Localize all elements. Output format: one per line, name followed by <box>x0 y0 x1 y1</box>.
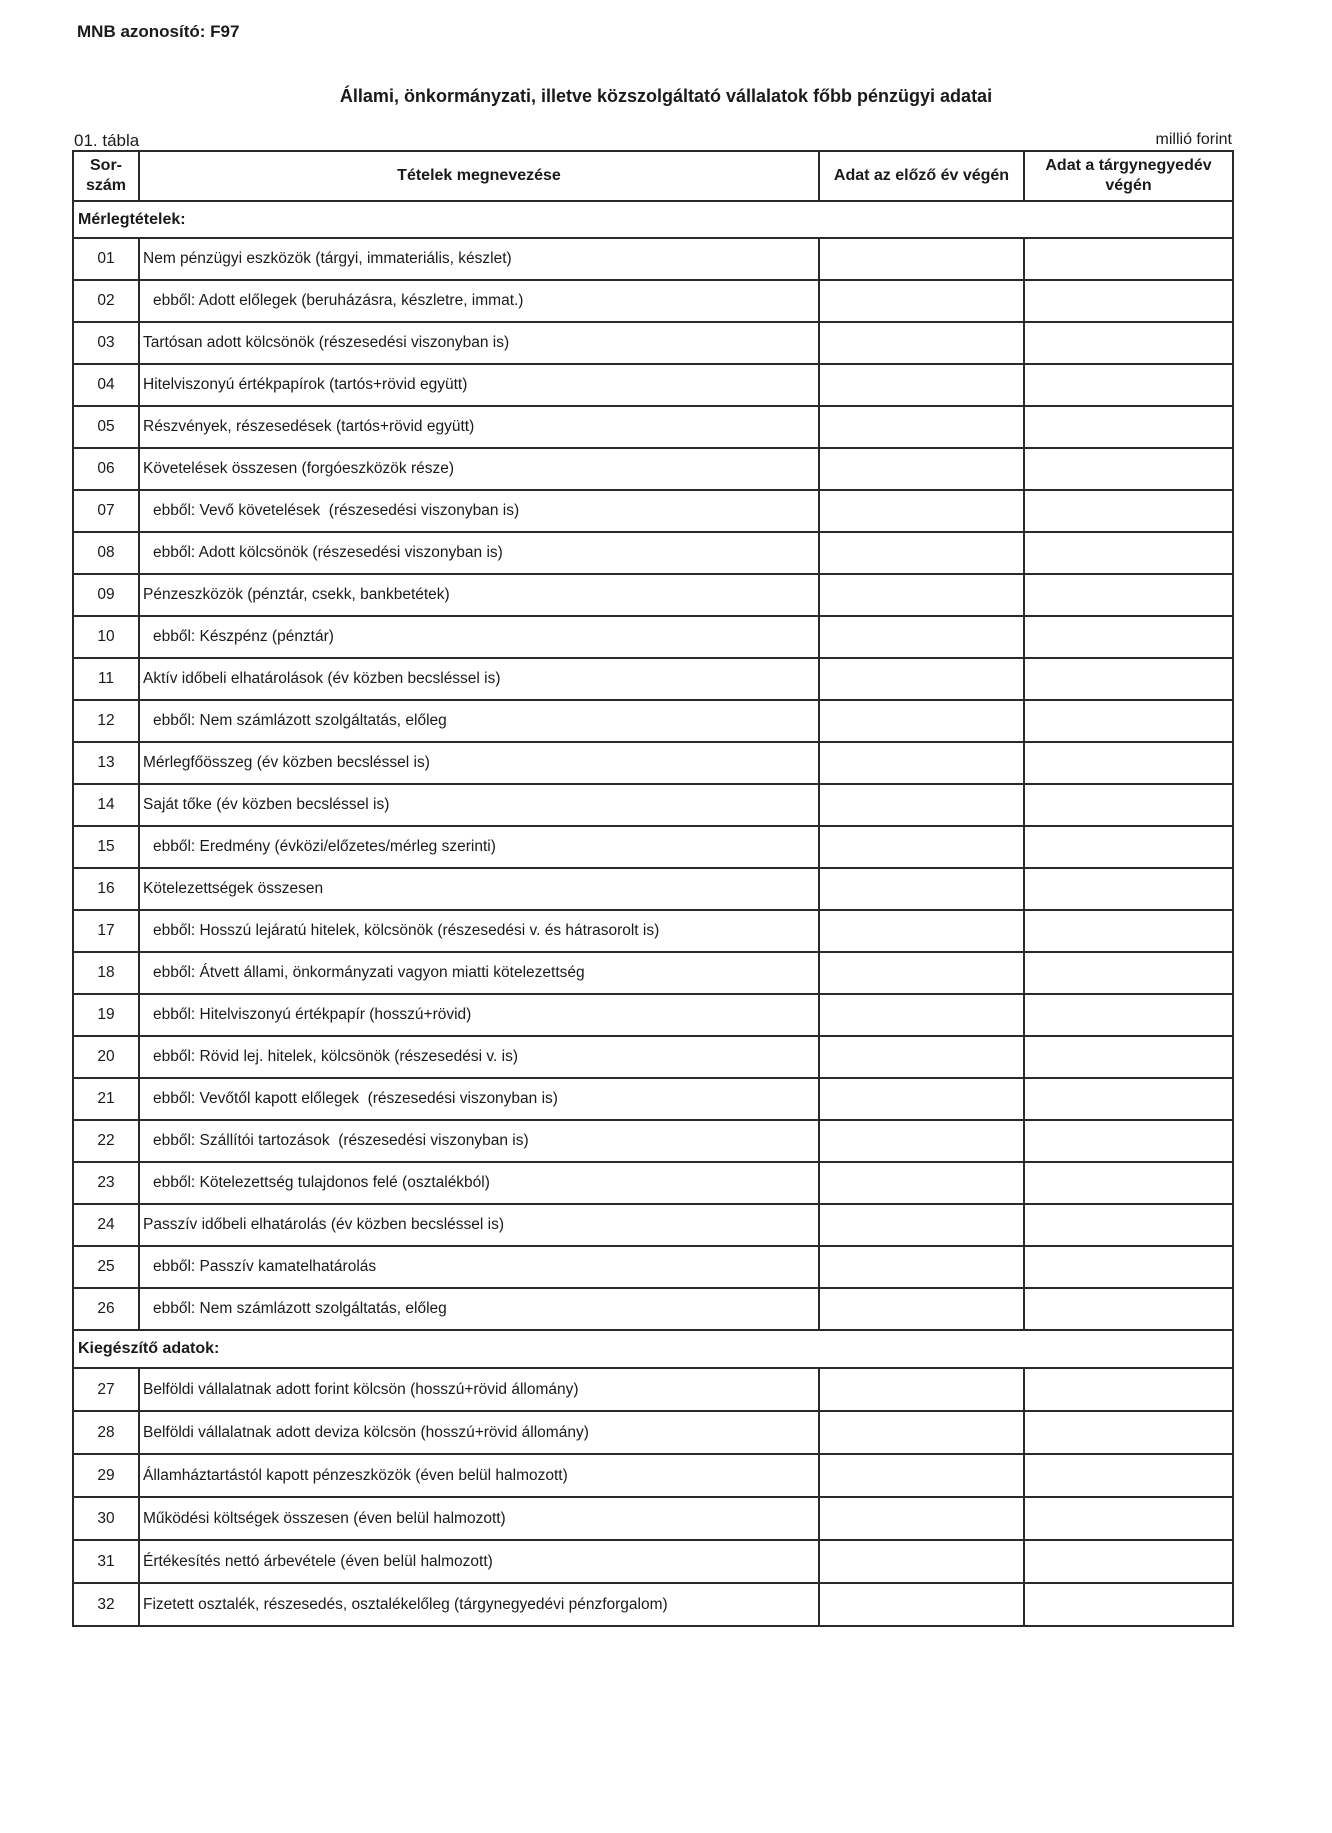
current-quarter-value-cell[interactable] <box>1024 1204 1233 1246</box>
row-number: 32 <box>73 1583 139 1626</box>
current-quarter-value-cell[interactable] <box>1024 1036 1233 1078</box>
previous-year-value-cell[interactable] <box>819 532 1024 574</box>
table-row <box>73 616 1233 658</box>
col-header-item-name: Tételek megnevezése <box>139 151 819 201</box>
row-number: 01 <box>73 238 139 280</box>
col-header-current-quarter: Adat a tárgynegyedév végén <box>1024 151 1233 201</box>
table-row <box>73 742 1233 784</box>
row-number: 05 <box>73 406 139 448</box>
current-quarter-value-cell[interactable] <box>1024 1120 1233 1162</box>
current-quarter-value-cell[interactable] <box>1024 1368 1233 1411</box>
table-row <box>73 490 1233 532</box>
table-row <box>73 1078 1233 1120</box>
previous-year-value-cell[interactable] <box>819 616 1024 658</box>
table-row <box>73 1246 1233 1288</box>
previous-year-value-cell[interactable] <box>819 1540 1024 1583</box>
table-row <box>73 994 1233 1036</box>
previous-year-value-cell[interactable] <box>819 1204 1024 1246</box>
row-label: ebből: Átvett állami, önkormányzati vagyon miatti kötelezettség <box>139 952 819 994</box>
col-header-previous-year: Adat az előző év végén <box>819 151 1024 201</box>
table-row <box>73 364 1233 406</box>
row-label: ebből: Kötelezettség tulajdonos felé (osztalékból) <box>139 1162 819 1204</box>
row-label: Saját tőke (év közben becsléssel is) <box>139 784 819 826</box>
row-number: 10 <box>73 616 139 658</box>
current-quarter-value-cell[interactable] <box>1024 994 1233 1036</box>
row-label: Fizetett osztalék, részesedés, osztalékelőleg (tárgynegyedévi pénzforgalom) <box>139 1583 819 1626</box>
row-number: 11 <box>73 658 139 700</box>
row-number: 15 <box>73 826 139 868</box>
current-quarter-value-cell[interactable] <box>1024 910 1233 952</box>
row-number: 04 <box>73 364 139 406</box>
table-row <box>73 1583 1233 1626</box>
row-label: ebből: Vevőtől kapott előlegek (részesedési viszonyban is) <box>139 1078 819 1120</box>
current-quarter-value-cell[interactable] <box>1024 364 1233 406</box>
row-label: Passzív időbeli elhatárolás (év közben becsléssel is) <box>139 1204 819 1246</box>
previous-year-value-cell[interactable] <box>819 448 1024 490</box>
previous-year-value-cell[interactable] <box>819 490 1024 532</box>
row-label: Működési költségek összesen (éven belül halmozott) <box>139 1497 819 1540</box>
row-label: ebből: Vevő követelések (részesedési viszonyban is) <box>139 490 819 532</box>
table-row <box>73 1120 1233 1162</box>
table-row <box>73 574 1233 616</box>
row-number: 02 <box>73 280 139 322</box>
table-header-row <box>73 151 1233 201</box>
row-number: 25 <box>73 1246 139 1288</box>
row-number: 09 <box>73 574 139 616</box>
current-quarter-value-cell[interactable] <box>1024 868 1233 910</box>
row-label: ebből: Készpénz (pénztár) <box>139 616 819 658</box>
row-number: 30 <box>73 1497 139 1540</box>
table-row <box>73 1162 1233 1204</box>
previous-year-value-cell[interactable] <box>819 1454 1024 1497</box>
previous-year-value-cell[interactable] <box>819 322 1024 364</box>
previous-year-value-cell[interactable] <box>819 1246 1024 1288</box>
table-row <box>73 1036 1233 1078</box>
previous-year-value-cell[interactable] <box>819 1368 1024 1411</box>
current-quarter-value-cell[interactable] <box>1024 574 1233 616</box>
row-number: 16 <box>73 868 139 910</box>
row-label: Aktív időbeli elhatárolások (év közben becsléssel is) <box>139 658 819 700</box>
previous-year-value-cell[interactable] <box>819 574 1024 616</box>
row-label: ebből: Adott előlegek (beruházásra, készletre, immat.) <box>139 280 819 322</box>
previous-year-value-cell[interactable] <box>819 910 1024 952</box>
row-label: Belföldi vállalatnak adott deviza kölcsön (hosszú+rövid állomány) <box>139 1411 819 1454</box>
row-number: 31 <box>73 1540 139 1583</box>
table-row <box>73 322 1233 364</box>
mnb-identifier: MNB azonosító: F97 <box>77 22 240 41</box>
current-quarter-value-cell[interactable] <box>1024 826 1233 868</box>
row-number: 20 <box>73 1036 139 1078</box>
table-row <box>73 1540 1233 1583</box>
current-quarter-value-cell[interactable] <box>1024 784 1233 826</box>
row-number: 14 <box>73 784 139 826</box>
document-title: Állami, önkormányzati, illetve közszolgáltató vállalatok főbb pénzügyi adatai <box>339 86 993 106</box>
row-label: ebből: Rövid lej. hitelek, kölcsönök (részesedési v. is) <box>139 1036 819 1078</box>
table-row <box>73 238 1233 280</box>
table-row <box>73 1411 1233 1454</box>
table-row <box>73 1204 1233 1246</box>
row-number: 21 <box>73 1078 139 1120</box>
current-quarter-value-cell[interactable] <box>1024 658 1233 700</box>
row-number: 22 <box>73 1120 139 1162</box>
previous-year-value-cell[interactable] <box>819 952 1024 994</box>
current-quarter-value-cell[interactable] <box>1024 1583 1233 1626</box>
previous-year-value-cell[interactable] <box>819 1036 1024 1078</box>
previous-year-value-cell[interactable] <box>819 700 1024 742</box>
financial-data-table <box>72 150 1234 1627</box>
row-label: Tartósan adott kölcsönök (részesedési viszonyban is) <box>139 322 819 364</box>
previous-year-value-cell[interactable] <box>819 364 1024 406</box>
row-number: 29 <box>73 1454 139 1497</box>
row-label: ebből: Passzív kamatelhatárolás <box>139 1246 819 1288</box>
table-row <box>73 910 1233 952</box>
table-row <box>73 1368 1233 1411</box>
row-number: 13 <box>73 742 139 784</box>
current-quarter-value-cell[interactable] <box>1024 1497 1233 1540</box>
previous-year-value-cell[interactable] <box>819 868 1024 910</box>
row-label: Nem pénzügyi eszközök (tárgyi, immateriális, készlet) <box>139 238 819 280</box>
section-header-row <box>73 1330 1233 1368</box>
row-number: 28 <box>73 1411 139 1454</box>
row-number: 03 <box>73 322 139 364</box>
row-label: Kötelezettségek összesen <box>139 868 819 910</box>
previous-year-value-cell[interactable] <box>819 280 1024 322</box>
table-row <box>73 532 1233 574</box>
row-number: 06 <box>73 448 139 490</box>
row-number: 18 <box>73 952 139 994</box>
current-quarter-value-cell[interactable] <box>1024 1454 1233 1497</box>
current-quarter-value-cell[interactable] <box>1024 532 1233 574</box>
row-label: Értékesítés nettó árbevétele (éven belül halmozott) <box>139 1540 819 1583</box>
row-label: Hitelviszonyú értékpapírok (tartós+rövid együtt) <box>139 364 819 406</box>
row-number: 07 <box>73 490 139 532</box>
current-quarter-value-cell[interactable] <box>1024 1078 1233 1120</box>
previous-year-value-cell[interactable] <box>819 1583 1024 1626</box>
table-row <box>73 1497 1233 1540</box>
previous-year-value-cell[interactable] <box>819 1120 1024 1162</box>
current-quarter-value-cell[interactable] <box>1024 238 1233 280</box>
table-row <box>73 658 1233 700</box>
table-row <box>73 280 1233 322</box>
previous-year-value-cell[interactable] <box>819 1411 1024 1454</box>
current-quarter-value-cell[interactable] <box>1024 406 1233 448</box>
row-number: 12 <box>73 700 139 742</box>
previous-year-value-cell[interactable] <box>819 1078 1024 1120</box>
current-quarter-value-cell[interactable] <box>1024 1411 1233 1454</box>
row-number: 19 <box>73 994 139 1036</box>
row-label: Követelések összesen (forgóeszközök része) <box>139 448 819 490</box>
current-quarter-value-cell[interactable] <box>1024 490 1233 532</box>
row-label: ebből: Adott kölcsönök (részesedési viszonyban is) <box>139 532 819 574</box>
current-quarter-value-cell[interactable] <box>1024 952 1233 994</box>
previous-year-value-cell[interactable] <box>819 1288 1024 1330</box>
table-row <box>73 448 1233 490</box>
section-header-row <box>73 201 1233 238</box>
table-number: 01. tábla <box>74 131 140 150</box>
row-number: 26 <box>73 1288 139 1330</box>
previous-year-value-cell[interactable] <box>819 1162 1024 1204</box>
unit-label: millió forint <box>1155 131 1232 148</box>
current-quarter-value-cell[interactable] <box>1024 280 1233 322</box>
row-label: ebből: Hosszú lejáratú hitelek, kölcsönök (részesedési v. és hátrasorolt is) <box>139 910 819 952</box>
table-row <box>73 826 1233 868</box>
table-row <box>73 1454 1233 1497</box>
previous-year-value-cell[interactable] <box>819 658 1024 700</box>
row-number: 27 <box>73 1368 139 1411</box>
current-quarter-value-cell[interactable] <box>1024 742 1233 784</box>
table-row <box>73 784 1233 826</box>
row-label: ebből: Nem számlázott szolgáltatás, előleg <box>139 1288 819 1330</box>
row-number: 23 <box>73 1162 139 1204</box>
previous-year-value-cell[interactable] <box>819 238 1024 280</box>
table-row <box>73 1288 1233 1330</box>
table-row <box>73 868 1233 910</box>
current-quarter-value-cell[interactable] <box>1024 1246 1233 1288</box>
previous-year-value-cell[interactable] <box>819 406 1024 448</box>
row-label: Pénzeszközök (pénztár, csekk, bankbetétek) <box>139 574 819 616</box>
current-quarter-value-cell[interactable] <box>1024 1288 1233 1330</box>
row-number: 17 <box>73 910 139 952</box>
table-row <box>73 952 1233 994</box>
row-number: 24 <box>73 1204 139 1246</box>
previous-year-value-cell[interactable] <box>819 1497 1024 1540</box>
section-title: Mérlegtételek: <box>73 201 1233 238</box>
row-label: Államháztartástól kapott pénzeszközök (éven belül halmozott) <box>139 1454 819 1497</box>
table-row <box>73 700 1233 742</box>
row-label: ebből: Nem számlázott szolgáltatás, előleg <box>139 700 819 742</box>
current-quarter-value-cell[interactable] <box>1024 448 1233 490</box>
row-label: ebből: Szállítói tartozások (részesedési viszonyban is) <box>139 1120 819 1162</box>
previous-year-value-cell[interactable] <box>819 826 1024 868</box>
previous-year-value-cell[interactable] <box>819 784 1024 826</box>
row-label: ebből: Eredmény (évközi/előzetes/mérleg szerinti) <box>139 826 819 868</box>
row-number: 08 <box>73 532 139 574</box>
current-quarter-value-cell[interactable] <box>1024 700 1233 742</box>
section-title: Kiegészítő adatok: <box>73 1330 1233 1368</box>
row-label: Belföldi vállalatnak adott forint kölcsön (hosszú+rövid állomány) <box>139 1368 819 1411</box>
row-label: ebből: Hitelviszonyú értékpapír (hosszú+rövid) <box>139 994 819 1036</box>
previous-year-value-cell[interactable] <box>819 742 1024 784</box>
row-label: Mérlegfőösszeg (év közben becsléssel is) <box>139 742 819 784</box>
current-quarter-value-cell[interactable] <box>1024 616 1233 658</box>
previous-year-value-cell[interactable] <box>819 994 1024 1036</box>
current-quarter-value-cell[interactable] <box>1024 1540 1233 1583</box>
row-label: Részvények, részesedések (tartós+rövid együtt) <box>139 406 819 448</box>
current-quarter-value-cell[interactable] <box>1024 1162 1233 1204</box>
current-quarter-value-cell[interactable] <box>1024 322 1233 364</box>
col-header-row-number: Sor-szám <box>73 151 139 201</box>
table-row <box>73 406 1233 448</box>
